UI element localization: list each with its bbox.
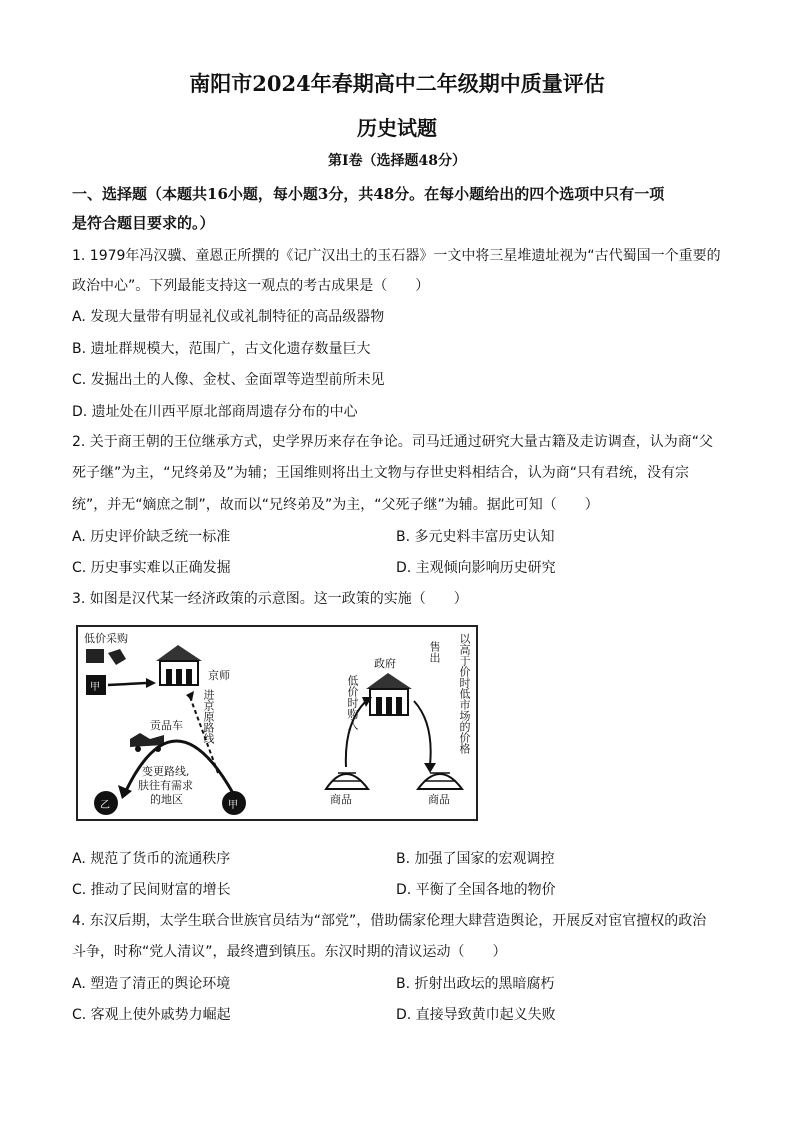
section-instruction-line2: 是符合题目要求的。） <box>72 214 215 232</box>
q1-option-b[interactable]: B. 遗址群规模大，范围广，古文化遗存数量巨大 <box>72 341 371 357</box>
part-title: 第Ⅰ卷（选择题48分） <box>327 153 467 169</box>
goods-pile-left-icon <box>326 773 368 789</box>
label-low-price-purchase: 低价采购 <box>84 632 128 645</box>
arrow-head-capital <box>146 678 156 688</box>
q1-stem-line2: 政治中心”。下列最能支持这一观点的考古成果是（ ） <box>72 278 430 294</box>
label-goods-right: 商品 <box>428 793 450 806</box>
q1-option-c[interactable]: C. 发掘出土的人像、金杖、金面罩等造型前所未见 <box>72 372 385 388</box>
label-jia-left: 甲 <box>90 682 100 693</box>
label-route-change-2: 肤往有需求 <box>138 779 193 792</box>
q3-option-a[interactable]: A. 规范了货币的流通秩序 <box>72 851 231 867</box>
tribute-cart-icon <box>130 733 164 747</box>
q3-option-b[interactable]: B. 加强了国家的宏观调控 <box>396 851 555 867</box>
arrow-head-yi <box>118 785 132 799</box>
exam-title: 南阳市2024年春期高中二年级期中质量评估 <box>189 71 605 96</box>
q2-stem-line1: 2. 关于商王朝的王位继承方式，史学界历来存在争论。司马迁通过研究大量古籍及走访调查，认为商“父 <box>72 434 714 450</box>
label-capital: 京师 <box>208 669 230 682</box>
arrow-to-capital <box>108 683 146 685</box>
label-jia-bottom: 甲 <box>228 800 238 811</box>
section-instruction-line1: 一、选择题（本题共16小题，每小题3分，共48分。在每小题给出的四个选项中只有一项 <box>72 185 665 203</box>
label-tribute-cart: 贡品车 <box>150 719 183 732</box>
q3-stem: 3. 如图是汉代某一经济政策的示意图。这一政策的实施（ ） <box>72 591 468 607</box>
label-sell-high: 以高于价时低市场的价格 <box>458 633 471 754</box>
subject-title: 历史试题 <box>357 116 437 140</box>
q2-option-a[interactable]: A. 历史评价缺乏统一标准 <box>72 529 231 545</box>
q1-stem-line1: 1. 1979年冯汉骥、童恩正所撰的《记广汉出土的玉石器》一文中将三星堆遗址视为“古代蜀国一个重要的 <box>72 248 721 264</box>
policy-diagram <box>76 625 478 821</box>
q2-option-b[interactable]: B. 多元史料丰富历史认知 <box>396 529 555 545</box>
q3-option-c[interactable]: C. 推动了民间财富的增长 <box>72 882 231 898</box>
label-original-route: 进京原路线 <box>202 689 215 744</box>
q4-option-c[interactable]: C. 客观上使外戚势力崛起 <box>72 1007 231 1023</box>
q3-option-d[interactable]: D. 平衡了全国各地的物价 <box>396 882 556 898</box>
label-route-change-3: 的地区 <box>150 793 183 806</box>
q1-option-d[interactable]: D. 遗址处在川西平原北部商周遗存分布的中心 <box>72 404 358 420</box>
label-route-change-1: 变更路线, <box>142 765 190 778</box>
q2-option-d[interactable]: D. 主观倾向影响历史研究 <box>396 560 556 576</box>
q2-stem-line2: 死子继”为主，“兄终弟及”为辅；王国维则将出土文物与存世史料相结合，认为商“只有君统，没有宗 <box>72 465 690 481</box>
goods-bundle-icon <box>86 649 126 665</box>
q4-stem-line2: 斗争，时称“党人清议”，最终遭到镇压。东汉时期的清议运动（ ） <box>72 944 507 960</box>
q4-option-a[interactable]: A. 塑造了清正的舆论环境 <box>72 976 231 992</box>
q2-stem-line3: 统”，并无“嫡庶之制”，故而以“兄终弟及”为主，“父死子继”为辅。据此可知（ ） <box>72 497 599 513</box>
label-government: 政府 <box>374 657 396 670</box>
sell-arrow <box>414 701 431 765</box>
q1-option-a[interactable]: A. 发现大量带有明显礼仪或礼制特征的高品级器物 <box>72 309 385 325</box>
q4-option-d[interactable]: D. 直接导致黄巾起义失败 <box>396 1007 556 1023</box>
q2-option-c[interactable]: C. 历史事实难以正确发掘 <box>72 560 231 576</box>
q4-stem-line1: 4. 东汉后期，太学生联合世族官员结为“部党”，借助儒家伦理大肆营造舆论，开展反对宦官擅权的政治 <box>72 913 707 929</box>
label-buy-low: 低价时购入 <box>346 675 359 730</box>
q4-option-b[interactable]: B. 折射出政坛的黑暗腐朽 <box>396 976 555 992</box>
government-building-icon <box>366 673 412 715</box>
goods-pile-right-icon <box>418 773 462 789</box>
label-sell-out: 售出 <box>428 641 441 663</box>
label-goods-left: 商品 <box>330 793 352 806</box>
label-yi: 乙 <box>100 800 110 811</box>
capital-building-icon <box>156 645 202 685</box>
